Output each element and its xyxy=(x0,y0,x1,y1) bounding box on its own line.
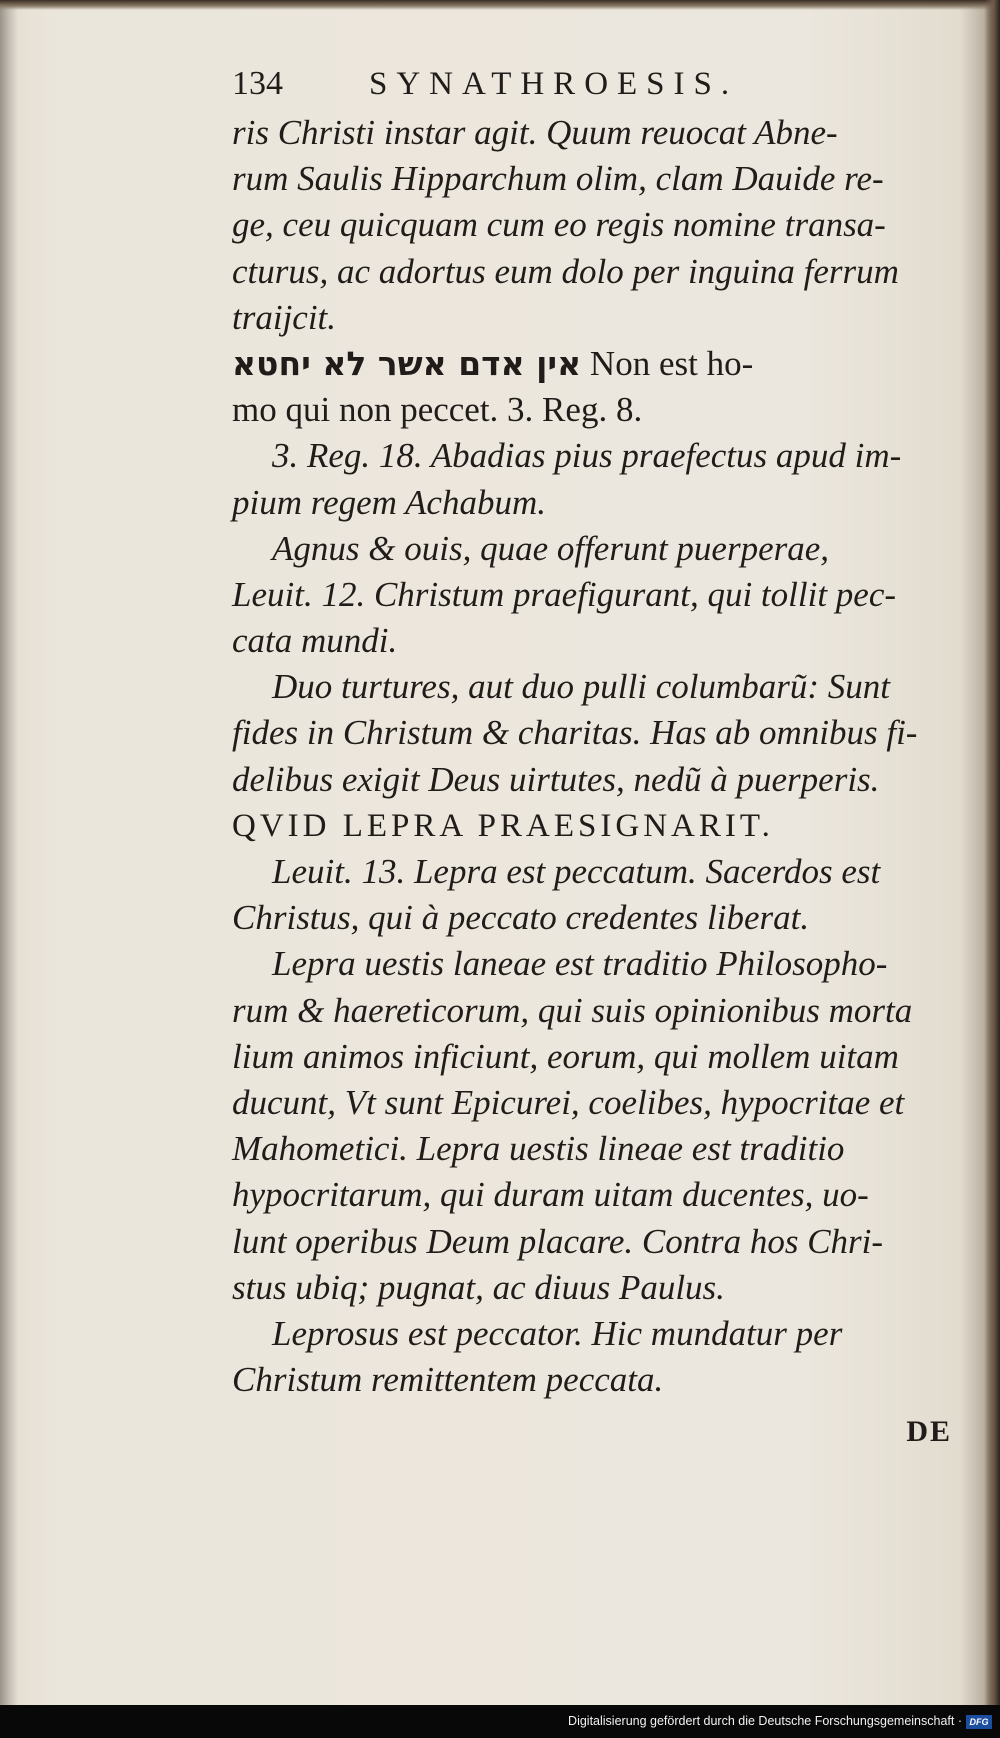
paragraph-block-2 xyxy=(232,387,952,803)
digitization-credit: Digitalisierung gefördert durch die Deutsche Forschungsgemeinschaft · xyxy=(568,1714,962,1728)
text-line: Lepra uestis laneae est traditio Philosopho- xyxy=(272,944,888,984)
text-line: lunt operibus Deum placare. Contra hos Chri- xyxy=(232,1221,884,1261)
text-line: stus ubiq; pugnat, ac diuus Paulus. xyxy=(232,1267,725,1307)
text-line: Christus, qui à peccato credentes liberat. xyxy=(232,898,810,938)
page-text-block xyxy=(232,58,952,1455)
page-right-edge xyxy=(984,0,1000,1705)
text-line: Leprosus est peccator. Hic mundatur per xyxy=(272,1313,843,1353)
text-line: 3. Reg. 18. Abadias pius praefectus apud im- xyxy=(272,436,902,476)
hebrew-quote-line xyxy=(232,341,952,387)
page-number: 134 xyxy=(232,64,283,102)
text-line: delibus exigit Deus uirtutes, nedũ à puerperis. xyxy=(232,759,880,799)
text-line: cturus, ac adortus eum dolo per inguina ferrum xyxy=(232,251,899,291)
text-line: traijcit. xyxy=(232,297,337,337)
page-header xyxy=(232,58,952,110)
text-line: rum & haereticorum, qui suis opinionibus morta xyxy=(232,990,913,1030)
text-line: rum Saulis Hipparchum olim, clam Dauide re- xyxy=(232,159,884,199)
text-line: ris Christi instar agit. Quum reuocat Abne- xyxy=(232,113,838,152)
page-top-edge xyxy=(0,0,1000,10)
text-line: hypocritarum, qui duram uitam ducentes, uo- xyxy=(232,1175,869,1215)
text-line: ducunt, Vt sunt Epicurei, coelibes, hypocritae et xyxy=(232,1082,905,1122)
text-line: Agnus & ouis, quae offerunt puerperae, xyxy=(272,528,830,568)
text-line: Leuit. 12. Christum praefigurant, qui tollit pec- xyxy=(232,574,897,614)
hebrew-text: אין אדם אשר לא יחטא xyxy=(232,343,582,383)
paragraph-block-1 xyxy=(232,110,952,341)
text-line: lium animos inficiunt, eorum, qui mollem uitam xyxy=(232,1036,899,1076)
latin-text: Non est ho- xyxy=(581,343,754,383)
running-title: SYNATHROESIS. xyxy=(369,65,739,102)
text-line: cata mundi. xyxy=(232,621,398,661)
section-heading: QVID LEPRA PRAESIGNARIT. xyxy=(232,807,774,844)
catchword: DE xyxy=(906,1415,952,1449)
text-line: ge, ceu quicquam cum eo regis nomine transa- xyxy=(232,205,886,245)
text-line: pium regem Achabum. xyxy=(232,482,546,522)
text-line: fides in Christum & charitas. Has ab omnibus fi- xyxy=(232,713,918,753)
text-line: Duo turtures, aut duo pulli columbarũ: Sunt xyxy=(272,667,891,707)
text-line: mo qui non peccet. 3. Reg. 8. xyxy=(232,390,643,430)
dfg-logo: DFG xyxy=(966,1715,992,1729)
text-line: Leuit. 13. Lepra est peccatum. Sacerdos est xyxy=(272,852,881,891)
text-line: Christum remittentem peccata. xyxy=(232,1360,664,1400)
text-line: Mahometici. Lepra uestis lineae est traditio xyxy=(232,1129,845,1169)
paragraph-block-3 xyxy=(232,849,952,1403)
